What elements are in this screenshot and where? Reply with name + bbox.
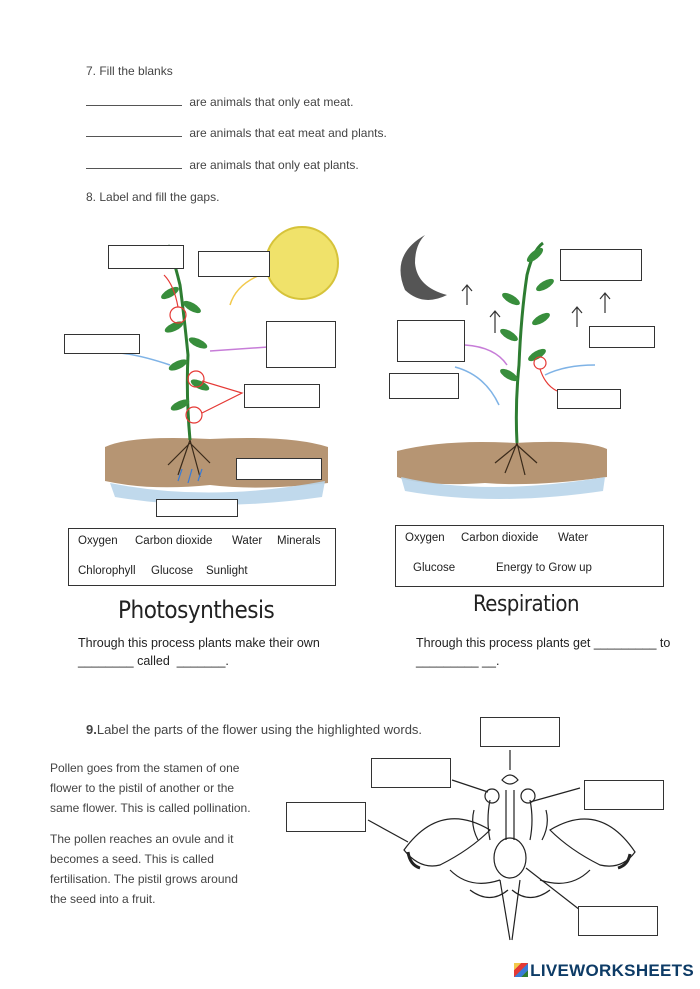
word: Oxygen [405, 532, 445, 544]
q9-title-text: Label the parts of the flower using the highlighted words. [96, 722, 423, 737]
label-box[interactable] [557, 389, 621, 409]
para-line: Pollen goes from the stamen of one [50, 761, 240, 775]
respiration-sentence-1: Through this process plants get _________ to [416, 636, 671, 650]
word: Water [232, 535, 263, 547]
q7-line-text: are animals that only eat plants. [186, 158, 359, 172]
label-box[interactable] [266, 321, 336, 368]
q9-paragraph-1 [50, 758, 251, 818]
photosynthesis-heading: Photosynthesis [118, 596, 275, 624]
q7-line-2 [86, 126, 387, 140]
q8-title: 8. Label and fill the gaps. [86, 190, 220, 204]
q7-line-text: are animals that only eat meat. [186, 95, 354, 109]
q9-number: 9. [86, 722, 97, 737]
label-box[interactable] [64, 334, 140, 354]
photosynthesis-word-bank [68, 528, 336, 586]
word: Glucose [413, 562, 456, 574]
respiration-sentence-2: _________ __. [416, 654, 500, 668]
q7-line-text: are animals that eat meat and plants. [186, 126, 387, 140]
para-line: flower to the pistil of another or the [50, 781, 235, 795]
photosynthesis-sentence-2 [78, 654, 229, 668]
label-box[interactable] [198, 251, 270, 277]
label-box[interactable] [560, 249, 642, 281]
photosynthesis-sentence-1: Through this process plants make their own [78, 636, 320, 650]
label-box[interactable] [156, 499, 238, 517]
para-line: the seed into a fruit. [50, 892, 156, 906]
blank-input[interactable]: _______. [176, 654, 229, 668]
label-box[interactable] [584, 780, 664, 810]
q7-title: 7. Fill the blanks [86, 64, 173, 78]
label-box[interactable] [244, 384, 320, 408]
q7-line-1 [86, 95, 353, 109]
word: Energy to Grow up [496, 562, 592, 574]
blank-input[interactable] [86, 95, 182, 106]
word: Sunlight [206, 565, 248, 577]
label-box[interactable] [397, 320, 465, 362]
label-box[interactable] [371, 758, 451, 788]
logo-text: LIVEWORKSHEETS [530, 961, 694, 980]
blank-input[interactable] [86, 158, 182, 169]
para-line: The pollen reaches an ovule and it [50, 832, 234, 846]
word: Glucose [151, 565, 194, 577]
word: Minerals [277, 535, 321, 547]
label-box[interactable] [589, 326, 655, 348]
label-box[interactable] [286, 802, 366, 832]
word: Oxygen [78, 535, 118, 547]
label-box[interactable] [578, 906, 658, 936]
blank-input[interactable]: ________ [78, 654, 134, 668]
q9-title [86, 722, 422, 737]
label-box[interactable] [236, 458, 322, 480]
q9-paragraph-2 [50, 829, 238, 909]
word: Chlorophyll [78, 565, 136, 577]
label-box[interactable] [108, 245, 184, 269]
para-line: fertilisation. The pistil grows around [50, 872, 238, 886]
word: Water [558, 532, 589, 544]
para-line: becomes a seed. This is called [50, 852, 214, 866]
respiration-word-bank [395, 525, 664, 587]
liveworksheets-logo [514, 961, 694, 981]
word: Carbon dioxide [135, 535, 213, 547]
para-line: same flower. This is called pollination. [50, 801, 251, 815]
sentence-word: called [137, 654, 170, 668]
logo-squares-icon [514, 963, 528, 977]
respiration-heading: Respiration [473, 592, 579, 617]
word: Carbon dioxide [461, 532, 539, 544]
blank-input[interactable] [86, 126, 182, 137]
label-box[interactable] [389, 373, 459, 399]
q7-line-3 [86, 158, 359, 172]
